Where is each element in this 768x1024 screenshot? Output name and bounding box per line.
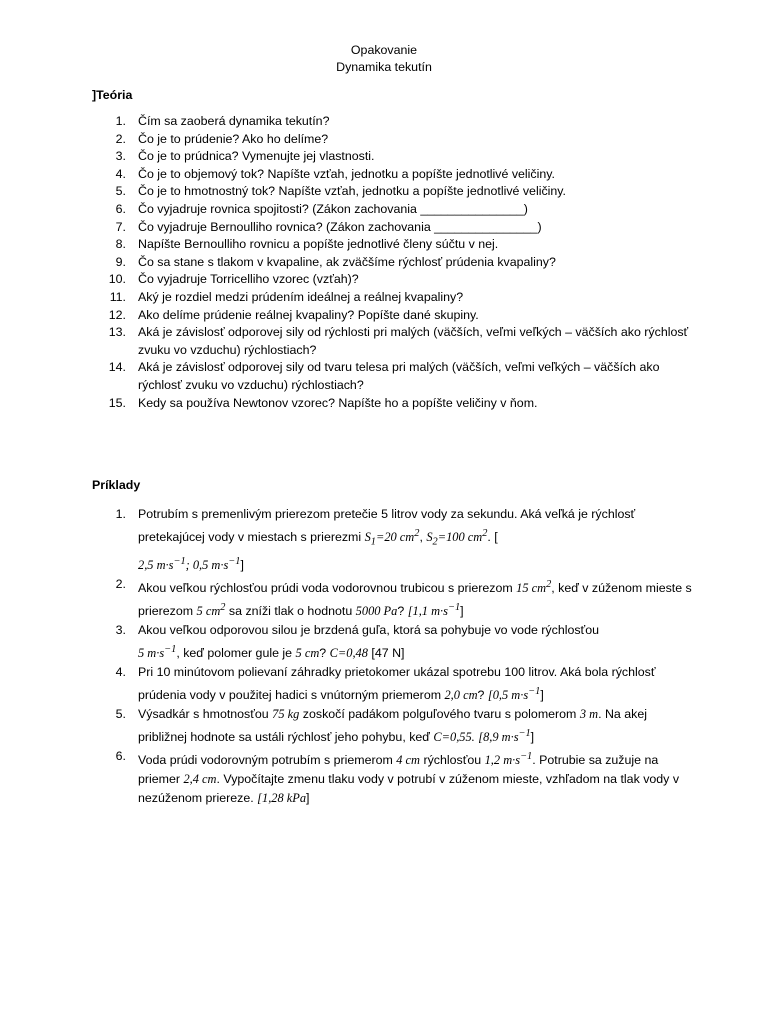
math-formula: 2,4 cm: [183, 772, 217, 787]
list-item: [92, 359, 692, 394]
item-text: Aký je rozdiel medzi prúdením ideálnej a reálnej kvapaliny?: [138, 289, 464, 304]
item-text: Čo vyjadruje Torricelliho vzorec (vzťah)?: [138, 272, 359, 287]
example-text: Akou veľkou odporovou silou je brzdená guľa, ktorá sa pohybuje vo vode rýchlosťou: [138, 622, 599, 637]
example-text: ]: [240, 557, 244, 572]
list-item: [92, 289, 692, 307]
item-number: 5.: [115, 184, 126, 199]
item-number: 3.: [115, 622, 126, 637]
theory-list: [92, 113, 692, 412]
list-item: [92, 236, 692, 254]
example-text: ]: [530, 730, 535, 745]
example-text: Akou veľkou rýchlosťou prúdi voda vodorovnou trubicou s prierezom: [138, 580, 513, 595]
item-text: Čo sa stane s tlakom v kvapaline, ak zväčšíme rýchlosť prúdenia kvapaliny?: [138, 254, 556, 269]
item-number: 15.: [108, 395, 126, 410]
example-text: , keď polomer gule je: [176, 646, 293, 661]
math-formula: 1,2 $m\cdot s^{-1}$: [484, 751, 533, 768]
math-formula: 5 $cm^2$: [196, 601, 226, 618]
example-text: rýchlosťou: [423, 753, 482, 768]
example-text: [47 N]: [371, 646, 405, 661]
example-text: zoskočí padákom polguľového tvaru s polomerom: [302, 707, 577, 722]
item-number: 2.: [115, 576, 126, 591]
example-text: sa zníži tlak o hodnotu: [228, 603, 353, 618]
math-formula: 3 m: [579, 707, 599, 722]
item-number: 5.: [115, 707, 126, 722]
document-title: Opakovanie: [350, 43, 418, 57]
math-formula: [0,5 $m\cdot s^{-1}$: [487, 686, 541, 703]
item-number: 4.: [115, 665, 126, 680]
example-item: [92, 747, 692, 808]
item-number: 14.: [108, 360, 126, 375]
math-formula: $S_1=20$ $cm^2$: [364, 528, 420, 548]
example-item: [92, 705, 692, 747]
item-text: Čo vyjadruje Bernoulliho rovnica? (Zákon zachovania _______________): [138, 219, 542, 234]
math-formula: 5 $m\cdot s^{-1}$: [138, 643, 177, 661]
example-text: ]: [306, 791, 310, 806]
list-item: [92, 166, 692, 184]
math-formula: $S_2=100$ $cm^2$: [426, 528, 488, 548]
math-formula: 5000 Pa: [355, 603, 398, 618]
item-text: Čo vyjadruje rovnica spojitosti? (Zákon zachovania _______________): [138, 201, 528, 216]
item-text: Napíšte Bernoulliho rovnicu a popíšte jednotlivé členy súčtu v nej.: [138, 237, 499, 252]
math-formula: [1,1 $m\cdot s^{-1}$: [407, 601, 461, 618]
document-subtitle: Dynamika tekutín: [336, 60, 432, 74]
example-item: [92, 505, 692, 575]
example-text: ?: [477, 688, 485, 703]
list-item: [92, 395, 692, 413]
list-item: [92, 183, 692, 201]
example-item: [92, 663, 692, 705]
item-number: 1.: [115, 507, 126, 521]
math-formula: 4 cm: [396, 753, 421, 768]
list-item: [92, 254, 692, 272]
item-number: 12.: [108, 307, 126, 322]
math-formula: 5 cm: [295, 646, 320, 661]
item-text: Čo je to prúdnica? Vymenujte jej vlastnosti.: [138, 149, 375, 164]
item-number: 3.: [115, 149, 126, 164]
item-text: Čo je to objemový tok? Napíšte vzťah, jednotku a popíšte jednotlivé veličiny.: [138, 166, 555, 181]
item-number: 13.: [108, 325, 126, 340]
examples-list: [92, 505, 692, 808]
math-formula: [1,28 kPa: [257, 791, 307, 806]
math-formula: 15 $cm^2$: [516, 578, 552, 595]
item-number: 10.: [108, 272, 126, 287]
item-number: 9.: [115, 254, 126, 269]
example-text: Výsadkár s hmotnosťou: [138, 707, 269, 722]
math-formula: [8,9 $m\cdot s^{-1}$: [478, 728, 531, 745]
item-number: 2.: [115, 131, 126, 146]
item-number: 1.: [115, 114, 126, 128]
example-text: Voda prúdi vodorovným potrubím s priemerom: [138, 753, 393, 768]
list-item: [92, 113, 692, 131]
example-text: . Potrubie sa zužuje na priemer: [138, 753, 659, 787]
item-text: Aká je závislosť odporovej sily od rýchlosti pri malých (väčších, veľmi veľkých – väčších ako rýchlosť zvuku vo vzduchu) rýchlostiach?: [138, 325, 689, 357]
item-number: 6.: [115, 201, 126, 216]
example-text: . Na akej približnej hodnote sa ustáli rýchlosť jeho pohybu, keď: [138, 707, 647, 745]
math-formula: 2,5 $m\cdot s^{-1}$; 0,5 $m\cdot s^{-1}$: [138, 555, 241, 572]
theory-heading: ]Teória: [92, 88, 133, 102]
example-text: ,: [419, 530, 423, 545]
example-text: ?: [397, 603, 405, 618]
list-item: [92, 148, 692, 166]
item-text: Čo je to prúdenie? Ako ho delíme?: [138, 131, 329, 146]
item-number: 11.: [109, 289, 126, 304]
item-text: Ako delíme prúdenie reálnej kvapaliny? Popíšte dané skupiny.: [138, 307, 479, 322]
list-item: [92, 307, 692, 325]
example-text: . Vypočítajte zmenu tlaku vody v potrubí v zúženom mieste, vzhľadom na tlak vody v nezúženom priereze.: [138, 772, 680, 806]
example-text: . [: [487, 530, 498, 545]
examples-heading: Príklady: [92, 478, 141, 492]
item-text: Kedy sa používa Newtonov vzorec? Napíšte ho a popíšte veličiny v ňom.: [138, 395, 538, 410]
list-item: [92, 271, 692, 289]
example-text: Potrubím s premenlivým prierezom pretečie 5 litrov vody za sekundu. Aká veľká je rýchlosť pretekajúcej vody v miestach s prierezmi: [138, 507, 636, 545]
math-formula: 75 kg: [272, 707, 300, 722]
item-number: 4.: [115, 166, 126, 181]
item-text: Aká je závislosť odporovej sily od tvaru telesa pri malých (väčších, veľmi veľkých – väčších ako rýchlosť zvuku vo vzduchu) rýchlostiach?: [138, 360, 660, 392]
example-text: , keď v zúženom mieste s prierezom: [138, 580, 692, 618]
item-text: Čo je to hmotnostný tok? Napíšte vzťah, jednotku a popíšte jednotlivé veličiny.: [138, 184, 567, 199]
list-item: [92, 131, 692, 149]
example-text: ]: [460, 603, 464, 618]
example-item: [92, 621, 692, 663]
list-item: [92, 219, 692, 237]
example-item: [92, 575, 692, 621]
math-formula: 2,0 cm: [444, 688, 478, 703]
item-number: 7.: [115, 219, 126, 234]
list-item: [92, 201, 692, 219]
math-formula: C=0,55.: [433, 730, 475, 745]
item-number: 6.: [115, 749, 126, 764]
item-text: Čím sa zaoberá dynamika tekutín?: [138, 114, 330, 128]
example-text: ]: [540, 688, 544, 703]
example-text: Pri 10 minútovom polievaní záhradky prietokomer ukázal spotrebu 100 litrov. Aká bola rýchlosť prúdenia vody v použitej hadici s vnútorným priemerom: [138, 665, 656, 703]
math-formula: C=0,48: [329, 646, 368, 661]
example-text: ?: [319, 646, 327, 661]
list-item: [92, 324, 692, 359]
item-number: 8.: [115, 237, 126, 252]
